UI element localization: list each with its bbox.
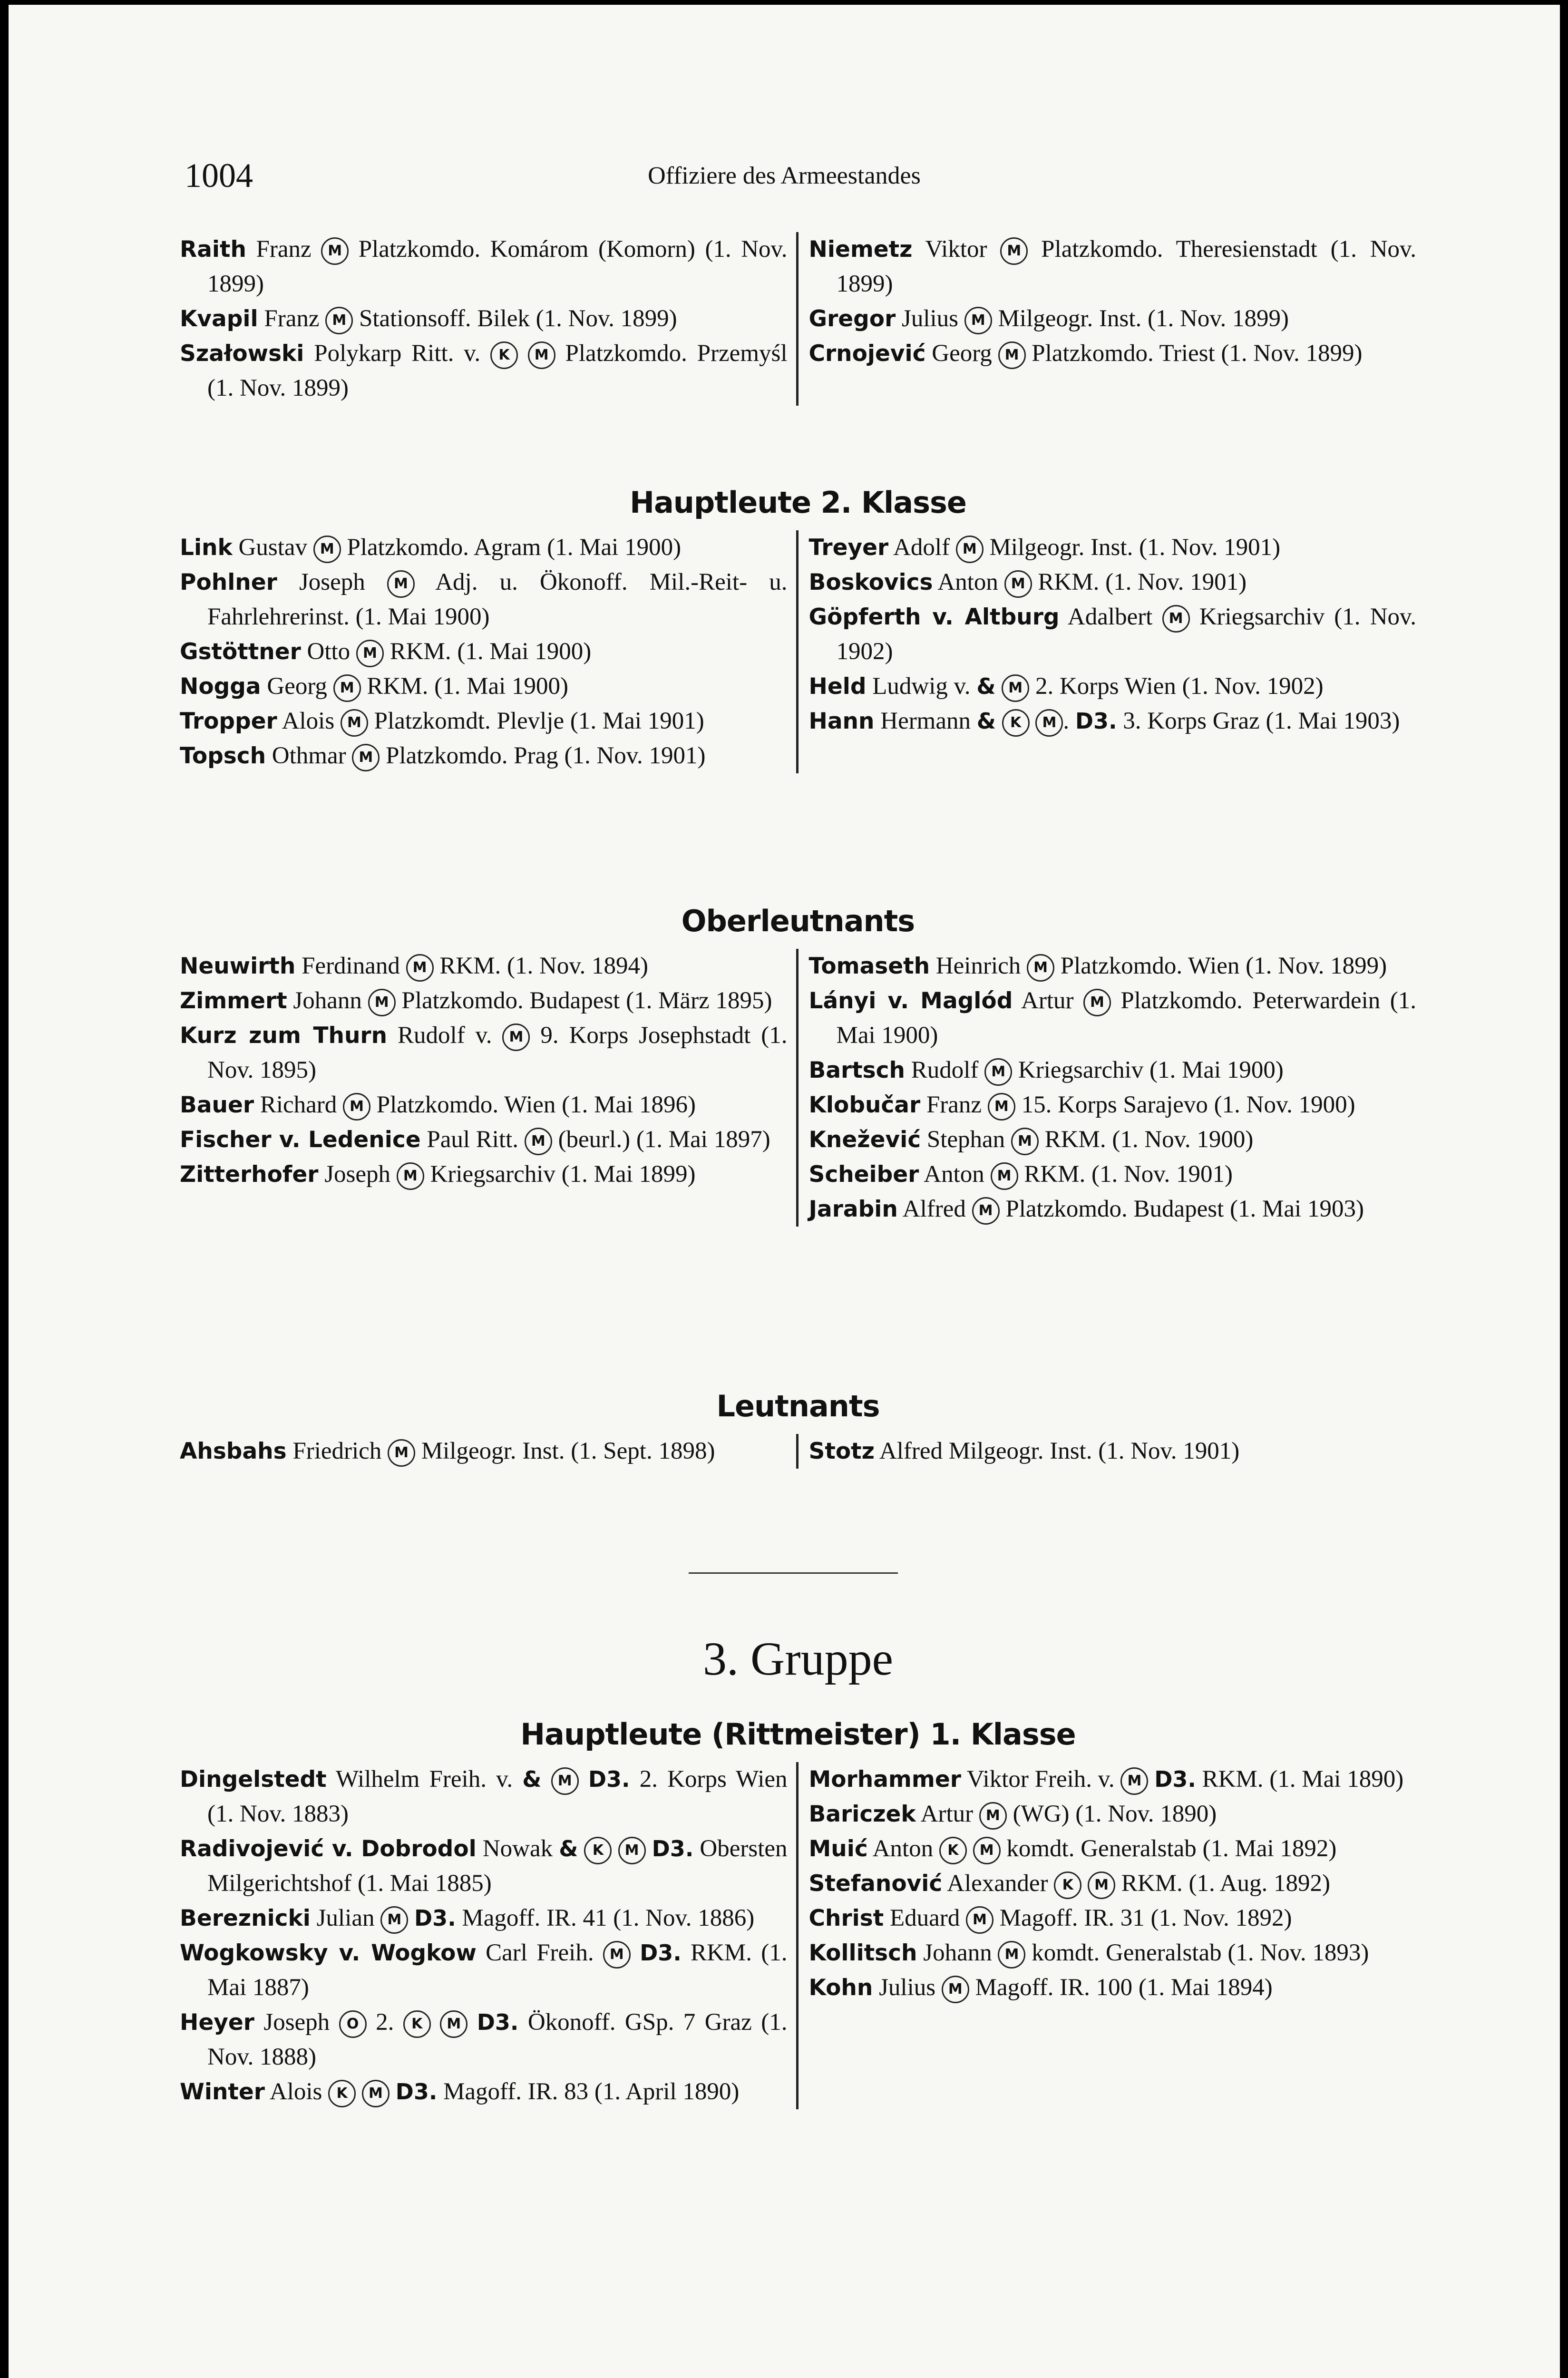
officer-surname: Raith: [180, 236, 246, 263]
group-title: 3. Gruppe: [703, 1632, 893, 1685]
service-badge: D3.: [414, 1905, 456, 1931]
entry-text: 15. Korps Sarajevo (1. Nov. 1900): [1015, 1092, 1355, 1118]
entry-text: [631, 1939, 640, 1966]
service-badge: D3.: [1154, 1766, 1196, 1792]
officer-surname: Radivojević v. Dobrodol: [180, 1836, 477, 1862]
decoration-badge-icon: M: [341, 709, 368, 737]
list-entry: [809, 1901, 1417, 1936]
service-badge: D3.: [588, 1766, 630, 1792]
officer-surname: Neuwirth: [180, 953, 296, 979]
entry-text: (WG) (1. Nov. 1890): [1006, 1801, 1217, 1827]
entry-text: Wilhelm Freih. v.: [326, 1766, 523, 1793]
decoration-badge-icon: M: [984, 1058, 1012, 1086]
list-entry: [180, 739, 788, 773]
list-entry: [180, 565, 788, 634]
officer-surname: Gregor: [808, 306, 896, 332]
list-entry: [180, 1018, 788, 1088]
list-entry: [809, 1192, 1417, 1227]
section-heading: Hauptleute 2. Klasse: [630, 485, 966, 520]
entry-text: Platzkomdo. Prag (1. Nov. 1901): [380, 742, 706, 769]
entry-text: [467, 2009, 477, 2036]
entry-text: [1030, 708, 1036, 734]
entry-text: RKM. (1. Mai 1900): [383, 638, 592, 665]
officer-surname: Kurz zum Thurn: [180, 1023, 388, 1049]
officer-surname: Muić: [808, 1836, 868, 1862]
list-entry: [809, 1434, 1417, 1469]
list-entry: [809, 530, 1417, 565]
entry-text: Platzkomdo. Agram (1. Mai 1900): [341, 534, 682, 561]
entry-text: Anton: [867, 1835, 939, 1862]
entry-text: Magoff. IR. 83 (1. April 1890): [437, 2078, 740, 2105]
list-entry: [180, 2075, 788, 2109]
officer-surname: Held: [808, 673, 867, 700]
officer-surname: Wogkowsky v. Wogkow: [180, 1940, 477, 1966]
entry-text: [1148, 1766, 1154, 1793]
entry-text: Platzkomdo. Triest (1. Nov. 1899): [1025, 340, 1363, 367]
decoration-badge-icon: K: [328, 2080, 356, 2107]
order-symbol-icon: &: [976, 673, 996, 699]
entry-text: Otto: [301, 638, 356, 665]
section-oberleutnants: [180, 904, 1416, 1227]
entry-text: Othmar: [266, 742, 352, 769]
right-column: [799, 232, 1417, 406]
section-heading: Hauptleute (Rittmeister) 1. Klasse: [520, 1717, 1076, 1752]
entry-text: Platzkomdo. Budapest (1. Mai 1903): [999, 1196, 1364, 1222]
entry-text: [995, 673, 1002, 700]
service-badge: D3.: [477, 2009, 519, 2035]
list-entry: [180, 1157, 788, 1192]
decoration-badge-icon: M: [966, 1906, 993, 1934]
list-entry: [809, 1157, 1417, 1192]
left-column: [180, 1762, 799, 2109]
officer-surname: Bauer: [180, 1092, 254, 1118]
officer-surname: Tomaseth: [808, 953, 930, 979]
service-badge: D3.: [640, 1940, 682, 1966]
entry-text: Kriegsarchiv (1. Nov. 1902): [836, 604, 1416, 665]
officer-surname: Bariczek: [808, 1801, 916, 1827]
entry-text: Viktor Freih. v.: [961, 1766, 1121, 1793]
entry-text: Rudolf: [905, 1057, 985, 1083]
entry-text: Carl Freih.: [476, 1939, 603, 1966]
entry-text: Franz: [920, 1092, 988, 1118]
entry-text: Adalbert: [1059, 604, 1162, 630]
page-number: 1004: [185, 156, 253, 195]
officer-surname: Göpferth v. Altburg: [808, 604, 1060, 630]
entry-text: Richard: [254, 1092, 343, 1118]
list-entry: [180, 634, 788, 669]
officer-surname: Szałowski: [180, 341, 304, 367]
decoration-badge-icon: M: [972, 1197, 1000, 1225]
list-entry: [809, 1832, 1417, 1866]
entry-text: Johann: [287, 987, 368, 1014]
list-entry: [180, 336, 788, 406]
decoration-badge-icon: K: [939, 1837, 967, 1864]
entry-text: [578, 1835, 584, 1862]
list-entry: [180, 669, 788, 704]
entry-text: Alexander: [942, 1870, 1054, 1897]
left-column: [180, 949, 799, 1227]
entry-text: Adj. u. Ökonoff. Mil.-Reit- u. Fahrlehrerinst. (1. Mai 1900): [207, 569, 788, 630]
decoration-badge-icon: M: [1083, 989, 1111, 1016]
decoration-badge-icon: M: [964, 307, 992, 334]
entry-text: Magoff. IR. 31 (1. Nov. 1892): [993, 1905, 1292, 1931]
entry-text: 2. Korps Wien (1. Nov. 1883): [207, 1766, 788, 1827]
document-page: [9, 5, 1560, 2378]
entry-text: RKM. (1. Mai 1890): [1196, 1766, 1404, 1793]
list-entry: [180, 530, 788, 565]
entry-text: Platzkomdo. Wien (1. Mai 1896): [370, 1092, 696, 1118]
right-column: [799, 949, 1417, 1227]
entry-text: Kriegsarchiv (1. Mai 1899): [424, 1161, 696, 1188]
entry-text: Ludwig v.: [866, 673, 977, 700]
entry-text: RKM. (1. Nov. 1900): [1038, 1126, 1254, 1153]
list-entry: [809, 1936, 1417, 1970]
right-column: [799, 1762, 1417, 2109]
entry-text: Alfred Milgeogr. Inst. (1. Nov. 1901): [874, 1438, 1240, 1464]
decoration-badge-icon: M: [1088, 1871, 1115, 1899]
list-entry: [809, 1797, 1417, 1832]
officer-surname: Bereznicki: [180, 1905, 311, 1931]
entry-text: Joseph: [318, 1161, 397, 1188]
decoration-badge-icon: M: [973, 1837, 1001, 1864]
officer-surname: Dingelstedt: [180, 1766, 327, 1793]
entry-text: Viktor: [912, 236, 1001, 263]
decoration-badge-icon: M: [1011, 1128, 1039, 1155]
decoration-badge-icon: M: [998, 341, 1026, 369]
decoration-badge-icon: K: [584, 1837, 612, 1864]
entry-text: RKM. (1. Mai 1887): [207, 1939, 788, 2001]
entry-text: Artur: [915, 1801, 979, 1827]
section-hauptleute-1-continued: [180, 232, 1416, 406]
officer-surname: Ahsbahs: [180, 1438, 287, 1464]
officer-surname: Stefanović: [808, 1871, 943, 1897]
entry-text: Milgeogr. Inst. (1. Nov. 1899): [992, 305, 1289, 332]
list-entry: [809, 1088, 1417, 1122]
entry-text: 2. Korps Wien (1. Nov. 1902): [1029, 673, 1324, 700]
decoration-badge-icon: M: [525, 1128, 552, 1155]
decoration-badge-icon: M: [440, 2010, 467, 2038]
decoration-badge-icon: M: [979, 1802, 1007, 1830]
decoration-badge-icon: M: [356, 640, 384, 667]
decoration-badge-icon: M: [387, 570, 415, 598]
decoration-badge-icon: M: [333, 674, 361, 702]
entry-text: Ökonoff. GSp. 7 Graz (1. Nov. 1888): [207, 2009, 788, 2070]
decoration-badge-icon: M: [406, 954, 434, 982]
officer-surname: Klobučar: [808, 1092, 921, 1118]
officer-surname: Kollitsch: [808, 1940, 917, 1966]
decoration-badge-icon: K: [1002, 709, 1030, 737]
list-entry: [809, 600, 1417, 669]
entry-text: Platzkomdo. Wien (1. Nov. 1899): [1054, 953, 1387, 979]
entry-text: Nowak: [476, 1835, 559, 1862]
entry-text: Milgeogr. Inst. (1. Nov. 1901): [983, 534, 1281, 561]
decoration-badge-icon: M: [528, 341, 555, 369]
entry-text: [431, 2009, 440, 2036]
entry-text: Joseph: [254, 2009, 339, 2036]
officer-surname: Zimmert: [180, 988, 287, 1014]
decoration-badge-icon: K: [403, 2010, 431, 2038]
list-entry: [180, 949, 788, 984]
entry-text: [579, 1766, 588, 1793]
entry-text: Alois: [277, 708, 341, 734]
decoration-badge-icon: M: [991, 1162, 1018, 1190]
officer-surname: Bartsch: [808, 1057, 905, 1083]
list-entry: [809, 1053, 1417, 1088]
list-entry: [809, 1122, 1417, 1157]
entry-text: [996, 708, 1002, 734]
list-entry: [809, 1762, 1417, 1797]
entry-text: [646, 1835, 652, 1862]
list-entry: [180, 2005, 788, 2075]
decoration-badge-icon: M: [988, 1093, 1015, 1121]
list-entry: [809, 1970, 1417, 2005]
page-header: [9, 156, 1560, 199]
entry-text: Platzkomdo. Komárom (Komorn) (1. Nov. 1899): [207, 236, 788, 297]
entry-text: Anton: [919, 1161, 991, 1188]
decoration-badge-icon: M: [380, 1906, 408, 1934]
group-heading-block: [180, 1631, 1416, 1686]
list-entry: [180, 232, 788, 302]
entry-text: Platzkomdo. Theresienstadt (1. Nov. 1899): [836, 236, 1416, 297]
entry-text: .: [1063, 708, 1075, 734]
list-entry: [809, 1866, 1417, 1901]
decoration-badge-icon: K: [490, 341, 518, 369]
officer-surname: Jarabin: [808, 1196, 898, 1222]
decoration-badge-icon: M: [998, 1941, 1025, 1969]
decoration-badge-icon: M: [502, 1023, 530, 1051]
entry-text: 9. Korps Josephstadt (1. Nov. 1895): [207, 1022, 788, 1083]
entry-text: Julius: [873, 1974, 942, 2001]
entry-text: Adolf: [888, 534, 956, 561]
decoration-badge-icon: M: [1035, 709, 1063, 737]
section-hauptleute-2: [180, 485, 1416, 773]
entry-text: Hermann: [874, 708, 977, 734]
officer-surname: Heyer: [180, 2009, 254, 2036]
running-title: Offiziere des Armeestandes: [648, 162, 921, 189]
entry-text: (beurl.) (1. Mai 1897): [552, 1126, 770, 1153]
entry-text: Artur: [1013, 987, 1083, 1014]
list-entry: [809, 669, 1417, 704]
entry-text: [967, 1835, 973, 1862]
entry-text: Joseph: [277, 569, 387, 595]
entry-text: Gustav: [232, 534, 313, 561]
list-entry: [809, 984, 1417, 1053]
section-heading: Oberleutnants: [681, 904, 915, 938]
entry-text: Georg: [925, 340, 998, 367]
entry-text: Alois: [264, 2078, 329, 2105]
list-entry: [180, 1122, 788, 1157]
decoration-badge-icon: M: [397, 1162, 424, 1190]
decoration-badge-icon: M: [343, 1093, 370, 1121]
entry-text: 2.: [366, 2009, 403, 2036]
section-leutnants: [180, 1389, 1416, 1469]
officer-surname: Crnojević: [808, 341, 926, 367]
list-entry: [809, 704, 1417, 739]
entry-text: komdt. Generalstab (1. Nov. 1893): [1025, 1939, 1369, 1966]
list-entry: [809, 565, 1417, 600]
decoration-badge-icon: M: [352, 744, 380, 771]
officer-surname: Zitterhofer: [180, 1161, 319, 1188]
officer-surname: Treyer: [808, 535, 889, 561]
decoration-badge-icon: M: [551, 1767, 579, 1795]
decoration-badge-icon: M: [603, 1941, 631, 1969]
entry-text: [612, 1835, 618, 1862]
officer-surname: Topsch: [180, 743, 266, 769]
list-entry: [809, 302, 1417, 336]
entry-text: RKM. (1. Aug. 1892): [1115, 1870, 1330, 1897]
entry-text: Georg: [261, 673, 333, 700]
section-hauptleute-rittmeister-1: [180, 1717, 1416, 2109]
list-entry: [180, 1901, 788, 1936]
officer-surname: Fischer v. Ledenice: [180, 1127, 421, 1153]
entry-text: Kriegsarchiv (1. Mai 1900): [1012, 1057, 1284, 1083]
entry-text: Paul Ritt.: [420, 1126, 525, 1153]
decoration-badge-icon: O: [339, 2010, 367, 2038]
entry-text: Platzkomdo. Przemyśl (1. Nov. 1899): [207, 340, 788, 401]
entry-text: RKM. (1. Nov. 1901): [1032, 569, 1247, 595]
officer-surname: Knežević: [808, 1127, 921, 1153]
decoration-badge-icon: M: [1002, 674, 1029, 702]
service-badge: D3.: [1075, 708, 1117, 734]
officer-surname: Scheiber: [808, 1161, 919, 1188]
entry-text: Julius: [896, 305, 964, 332]
decoration-badge-icon: M: [1120, 1767, 1148, 1795]
list-entry: [809, 949, 1417, 984]
list-entry: [180, 1762, 788, 1832]
entry-text: [390, 2078, 396, 2105]
entry-text: Julian: [310, 1905, 381, 1931]
order-symbol-icon: &: [976, 708, 996, 734]
decoration-badge-icon: M: [1000, 237, 1028, 265]
entry-text: Rudolf v.: [387, 1022, 503, 1049]
left-column: [180, 232, 799, 406]
list-entry: [180, 302, 788, 336]
officer-surname: Gstöttner: [180, 639, 301, 665]
officer-surname: Nogga: [180, 673, 261, 700]
officer-surname: Stotz: [808, 1438, 875, 1464]
entry-text: Stephan: [921, 1126, 1011, 1153]
section-divider: [689, 1572, 898, 1574]
officer-surname: Christ: [808, 1905, 884, 1931]
list-entry: [180, 984, 788, 1018]
right-column: [799, 530, 1417, 773]
entry-text: [518, 340, 528, 367]
officer-surname: Niemetz: [808, 236, 913, 263]
order-symbol-icon: &: [522, 1766, 542, 1792]
section-heading: Leutnants: [716, 1389, 880, 1423]
entry-text: Alfred: [897, 1196, 972, 1222]
decoration-badge-icon: M: [1027, 954, 1054, 982]
entry-text: [408, 1905, 414, 1931]
decoration-badge-icon: M: [325, 307, 353, 334]
list-entry: [180, 1434, 788, 1469]
entry-text: RKM. (1. Mai 1900): [360, 673, 568, 700]
officer-surname: Pohlner: [180, 569, 277, 595]
entry-text: [1081, 1870, 1088, 1897]
decoration-badge-icon: M: [362, 2080, 390, 2107]
entry-text: Magoff. IR. 41 (1. Nov. 1886): [456, 1905, 755, 1931]
entry-text: 3. Korps Graz (1. Mai 1903): [1117, 708, 1400, 734]
decoration-badge-icon: M: [368, 989, 396, 1016]
officer-surname: Hann: [808, 708, 875, 734]
decoration-badge-icon: M: [1162, 605, 1190, 633]
officer-surname: Tropper: [180, 708, 277, 734]
decoration-badge-icon: M: [956, 536, 984, 563]
entry-text: Franz: [246, 236, 321, 263]
service-badge: D3.: [395, 2079, 438, 2105]
entry-text: Anton: [933, 569, 1004, 595]
decoration-badge-icon: M: [388, 1439, 415, 1467]
left-column: [180, 530, 799, 773]
entry-text: Platzkomdo. Peterwardein (1. Mai 1900): [836, 987, 1416, 1049]
entry-text: Franz: [258, 305, 326, 332]
entry-text: [541, 1766, 551, 1793]
entry-text: Obersten Milgerichtshof (1. Mai 1885): [207, 1835, 788, 1897]
list-entry: [809, 336, 1417, 371]
entry-text: Eduard: [884, 1905, 966, 1931]
officer-surname: Link: [180, 535, 233, 561]
officer-surname: Boskovics: [808, 569, 933, 595]
left-column: [180, 1434, 799, 1469]
entry-text: RKM. (1. Nov. 1894): [433, 953, 649, 979]
entry-text: Friedrich: [286, 1438, 388, 1464]
decoration-badge-icon: M: [618, 1837, 646, 1864]
list-entry: [180, 1832, 788, 1901]
service-badge: D3.: [652, 1836, 694, 1861]
officer-surname: Kohn: [808, 1975, 873, 2001]
list-entry: [180, 1088, 788, 1122]
entry-text: Milgeogr. Inst. (1. Sept. 1898): [415, 1438, 715, 1464]
entry-text: Platzkomdt. Plevlje (1. Mai 1901): [368, 708, 704, 734]
entry-text: [356, 2078, 362, 2105]
entry-text: Johann: [917, 1939, 998, 1966]
list-entry: [180, 1936, 788, 2005]
entry-text: RKM. (1. Nov. 1901): [1018, 1161, 1233, 1188]
officer-surname: Morhammer: [808, 1766, 961, 1793]
entry-text: komdt. Generalstab (1. Mai 1892): [1000, 1835, 1337, 1862]
officer-surname: Kvapil: [180, 306, 258, 332]
decoration-badge-icon: K: [1054, 1871, 1081, 1899]
entry-text: Stationsoff. Bilek (1. Nov. 1899): [353, 305, 677, 332]
officer-surname: Lányi v. Maglód: [808, 988, 1013, 1014]
entry-text: Magoff. IR. 100 (1. Mai 1894): [969, 1974, 1273, 2001]
decoration-badge-icon: M: [1004, 570, 1032, 598]
entry-text: Heinrich: [930, 953, 1027, 979]
decoration-badge-icon: M: [313, 536, 341, 563]
entry-text: Platzkomdo. Budapest (1. März 1895): [395, 987, 772, 1014]
entry-text: Ferdinand: [295, 953, 406, 979]
list-entry: [180, 704, 788, 739]
decoration-badge-icon: M: [942, 1976, 969, 2003]
right-column: [799, 1434, 1417, 1469]
officer-surname: Winter: [180, 2079, 265, 2105]
decoration-badge-icon: M: [321, 237, 349, 265]
entry-text: Polykarp Ritt. v.: [304, 340, 490, 367]
list-entry: [809, 232, 1417, 302]
order-symbol-icon: &: [559, 1836, 578, 1861]
